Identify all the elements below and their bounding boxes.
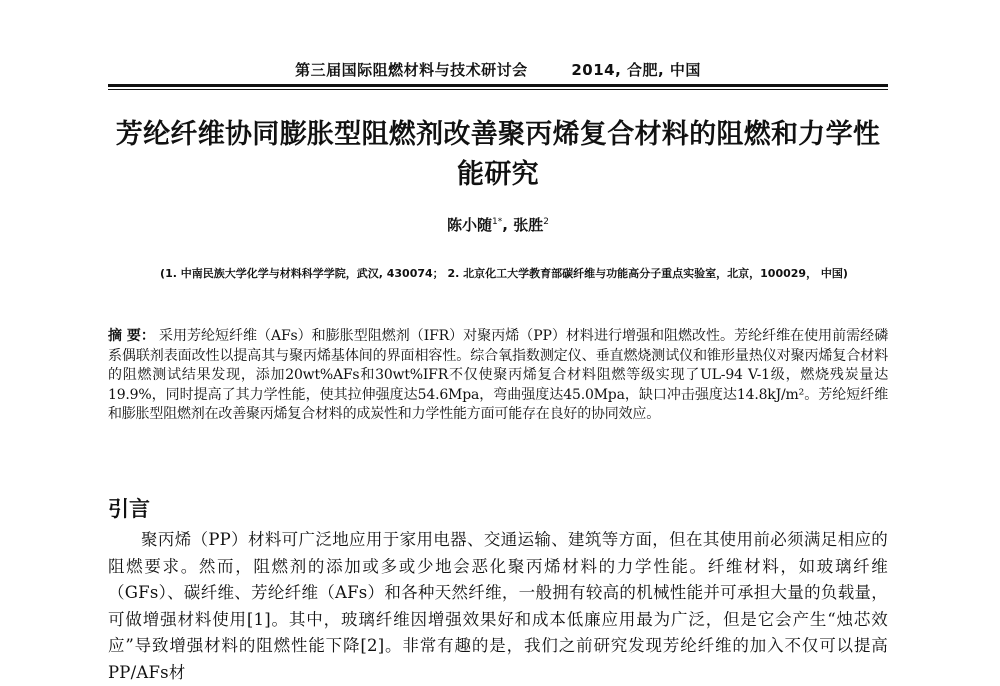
abstract-label: 摘 要： [108,328,155,344]
conference-name: 第三届国际阻燃材料与技术研讨会 [295,61,528,79]
conference-date-place: 2014, 合肥, 中国 [571,61,701,79]
author-name: 张胜 [513,216,544,234]
header-rule-thin [108,89,888,90]
abstract [108,327,888,425]
section-heading: 引言 [108,497,150,521]
author-separator: , [502,216,514,234]
abstract-text: 采用芳纶短纤维（AFs）和膨胀型阻燃剂（IFR）对聚丙烯（PP）材料进行增强和阻燃改性。芳纶纤维在使用前需经磷系偶联剂表面改性以提高其与聚丙烯基体间的界面相容性。综合氧指数测定仪、垂直燃烧测试仪和锥形量热仪对聚丙烯复合材料的阻燃测试结果发现，添加20wt%AFs和30wt%IFR不仅使聚丙烯复合材料阻燃等级实现了UL-94 V-1级，燃烧残炭量达19.9%，同时提高了其力学性能，使其拉伸强度达54.6Mpa，弯曲强度达45.0Mpa，缺口冲击强度达14.8kJ/m²。芳纶短纤维和膨胀型阻燃剂在改善聚丙烯复合材料的成炭性和力学性能方面可能存在良好的协同效应。 [108,328,888,422]
affiliation: (1. 中南民族大学化学与材料科学学院，武汉, 430074； 2. 北京化工大学教育部碳纤维与功能高分子重点实验室，北京，100029， 中国) [160,267,848,280]
paper-title: 芳纶纤维协同膨胀型阻燃剂改善聚丙烯复合材料的阻燃和力学性能研究 [115,119,881,190]
author-line [108,214,888,235]
author-affiliation-mark: 2 [543,217,549,227]
author-affiliation-mark: 1* [492,217,503,227]
running-header [108,59,888,80]
author-name: 陈小随 [447,216,493,234]
header-rule-thick [108,84,888,87]
body-paragraph: 聚丙烯（PP）材料可广泛地应用于家用电器、交通运输、建筑等方面，但在其使用前必须满足相应的阻燃要求。然而，阻燃剂的添加或多或少地会恶化聚丙烯材料的力学性能。纤维材料，如玻璃纤维（GFs）、碳纤维、芳纶纤维（AFs）和各种天然纤维，一般拥有较高的机械性能并可承担大量的负载量，可做增强材料使用[1]。其中，玻璃纤维因增强效果好和成本低廉应用最为广泛，但是它会产生“烛芯效应”导致增强材料的阻燃性能下降[2]。非常有趣的是，我们之前研究发现芳纶纤维的加入不仅可以提高PP/AFs材 [108,530,888,682]
